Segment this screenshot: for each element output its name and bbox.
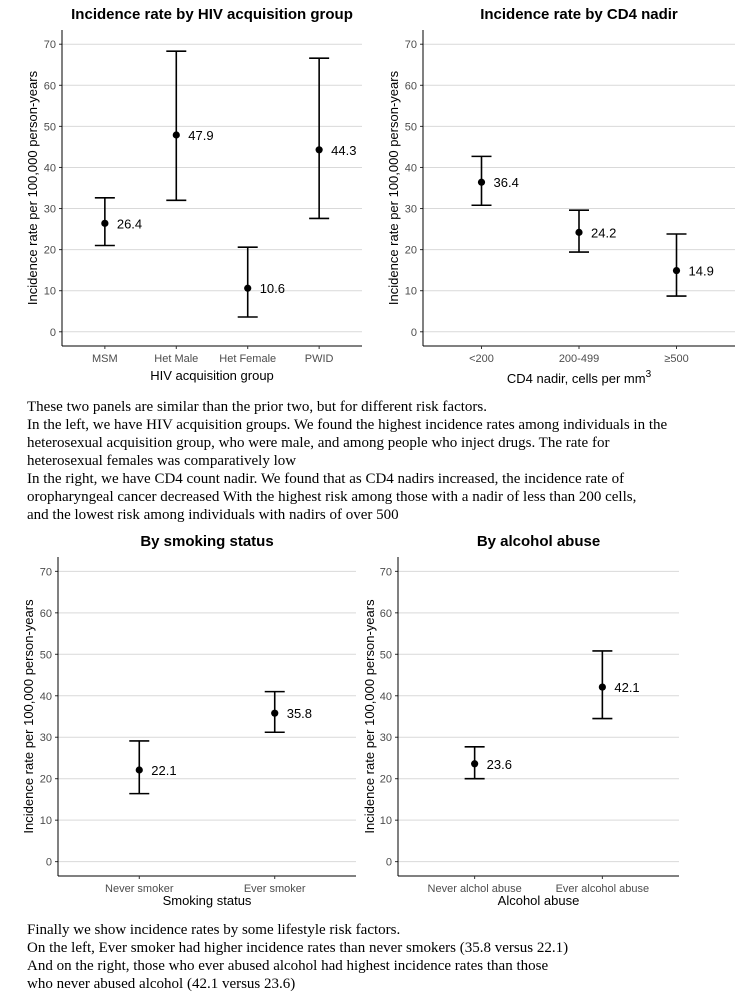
data-point <box>575 229 582 236</box>
y-tick-label: 20 <box>39 773 52 786</box>
data-label: 14.9 <box>688 263 714 279</box>
y-tick-label: 50 <box>404 121 417 134</box>
y-tick-label: 0 <box>385 856 392 869</box>
chart-alcohol-abuse <box>362 527 746 912</box>
y-tick-label: 10 <box>43 285 56 298</box>
chart-cd4-nadir-svg <box>373 0 746 390</box>
y-tick-label: 10 <box>404 285 417 298</box>
data-label: 47.9 <box>188 128 214 144</box>
notes-first <box>27 398 667 524</box>
data-point <box>673 267 680 274</box>
y-tick-label: 30 <box>379 732 392 745</box>
y-axis-label: Incidence rate per 100,000 person-years <box>362 599 377 834</box>
y-tick-label: 0 <box>45 856 52 869</box>
notes-second <box>27 921 568 993</box>
y-tick-label: 40 <box>43 162 56 175</box>
data-point <box>136 766 143 773</box>
x-axis-label <box>150 368 274 383</box>
note-line: In the left, we have HIV acquisition groups. We found the highest incidence rates among individuals in the <box>27 417 668 433</box>
y-tick-label: 50 <box>43 121 56 134</box>
x-axis-label-text: Alcohol abuse <box>497 893 580 908</box>
x-tick-label: Het Female <box>219 353 277 365</box>
y-tick-label: 30 <box>43 203 56 216</box>
y-tick-label: 20 <box>43 244 56 257</box>
y-tick-label: 70 <box>404 39 417 52</box>
x-tick-label: <200 <box>469 353 494 365</box>
y-tick-label: 30 <box>404 203 417 216</box>
x-tick-label: 200-499 <box>558 353 600 365</box>
y-tick-label: 60 <box>379 607 392 620</box>
y-tick-label: 70 <box>43 39 56 52</box>
x-axis-label <box>498 893 580 908</box>
chart-title: Incidence rate by CD4 nadir <box>480 6 678 23</box>
x-tick-label: ≥500 <box>664 353 689 365</box>
chart-hiv-acquisition-group <box>0 0 373 390</box>
note-line: Finally we show incidence rates by some lifestyle risk factors. <box>27 922 401 938</box>
data-label: 10.6 <box>259 281 286 297</box>
x-tick-label: Ever alcohol abuse <box>555 883 650 895</box>
data-label: 23.6 <box>486 756 512 772</box>
data-point <box>316 146 323 153</box>
chart-title: By smoking status <box>140 533 274 550</box>
data-point <box>244 285 251 292</box>
y-axis-label: Incidence rate per 100,000 person-years <box>25 70 40 306</box>
y-tick-label: 40 <box>39 690 52 703</box>
data-label: 35.8 <box>286 706 313 722</box>
data-label: 26.4 <box>116 216 143 232</box>
y-tick-label: 0 <box>49 326 56 339</box>
data-point <box>101 220 108 227</box>
y-tick-label: 50 <box>39 649 52 662</box>
x-axis-label-text: HIV acquisition group <box>150 368 274 383</box>
data-label: 36.4 <box>493 175 519 191</box>
note-line: These two panels are similar than the prior two, but for different risk factors. <box>27 399 487 415</box>
y-axis-label: Incidence rate per 100,000 person-years <box>386 70 401 306</box>
data-label: 22.1 <box>151 762 177 778</box>
data-point <box>478 179 485 186</box>
y-tick-label: 40 <box>404 162 417 175</box>
x-axis-label-text: CD4 nadir, cells per mm <box>506 371 646 386</box>
chart-title: By alcohol abuse <box>476 533 601 550</box>
y-tick-label: 70 <box>39 566 52 579</box>
x-tick-label: MSM <box>92 353 118 365</box>
chart-smoking-status <box>0 527 373 912</box>
x-axis-label <box>163 893 252 908</box>
y-tick-label: 60 <box>39 607 52 620</box>
note-line: heterosexual females was comparatively low <box>27 453 297 469</box>
note-line: who never abused alcohol (42.1 versus 23.6) <box>27 976 296 992</box>
chart-title: Incidence rate by HIV acquisition group <box>71 6 353 23</box>
x-tick-label: Ever smoker <box>243 883 306 895</box>
x-axis-label-text: Smoking status <box>162 893 252 908</box>
data-point <box>271 710 278 717</box>
y-tick-label: 10 <box>39 815 52 828</box>
chart-hiv-acquisition-group-svg <box>0 0 373 390</box>
y-tick-label: 20 <box>404 244 417 257</box>
note-line: In the right, we have CD4 count nadir. We found that as CD4 nadirs increased, the incidence rate of <box>27 471 625 487</box>
note-line: And on the right, those who ever abused alcohol had highest incidence rates than those <box>27 958 549 974</box>
note-line: and the lowest risk among individuals with nadirs of over 500 <box>27 507 399 523</box>
y-tick-label: 10 <box>379 815 392 828</box>
note-line: On the left, Ever smoker had higher incidence rates than never smokers (35.8 versus 22.1) <box>27 940 569 956</box>
x-tick-label: PWID <box>304 353 334 365</box>
y-tick-label: 60 <box>43 80 56 93</box>
data-label: 44.3 <box>331 142 357 158</box>
y-tick-label: 0 <box>410 326 417 339</box>
y-tick-label: 50 <box>379 649 392 662</box>
data-point <box>471 760 478 767</box>
x-axis-label <box>507 369 652 386</box>
data-point <box>173 131 180 138</box>
x-tick-label: Never smoker <box>105 883 174 895</box>
x-tick-label: Het Male <box>154 353 199 365</box>
y-tick-label: 70 <box>379 566 392 579</box>
data-label: 42.1 <box>614 680 640 696</box>
data-point <box>599 683 606 690</box>
data-label: 24.2 <box>591 225 617 241</box>
chart-smoking-status-svg <box>0 527 373 912</box>
note-line: heterosexual acquisition group, who were male, and among people who inject drugs. The rate for <box>27 435 610 451</box>
y-tick-label: 40 <box>379 690 392 703</box>
y-tick-label: 20 <box>379 773 392 786</box>
y-tick-label: 30 <box>39 732 52 745</box>
chart-alcohol-abuse-svg <box>362 527 746 912</box>
x-axis-label-superscript: 3 <box>645 369 652 380</box>
note-line: oropharyngeal cancer decreased With the highest risk among those with a nadir of less than 200 cells, <box>27 489 637 505</box>
y-tick-label: 60 <box>404 80 417 93</box>
chart-cd4-nadir <box>373 0 746 390</box>
x-tick-label: Never alchol abuse <box>427 883 522 895</box>
y-axis-label: Incidence rate per 100,000 person-years <box>21 599 36 834</box>
